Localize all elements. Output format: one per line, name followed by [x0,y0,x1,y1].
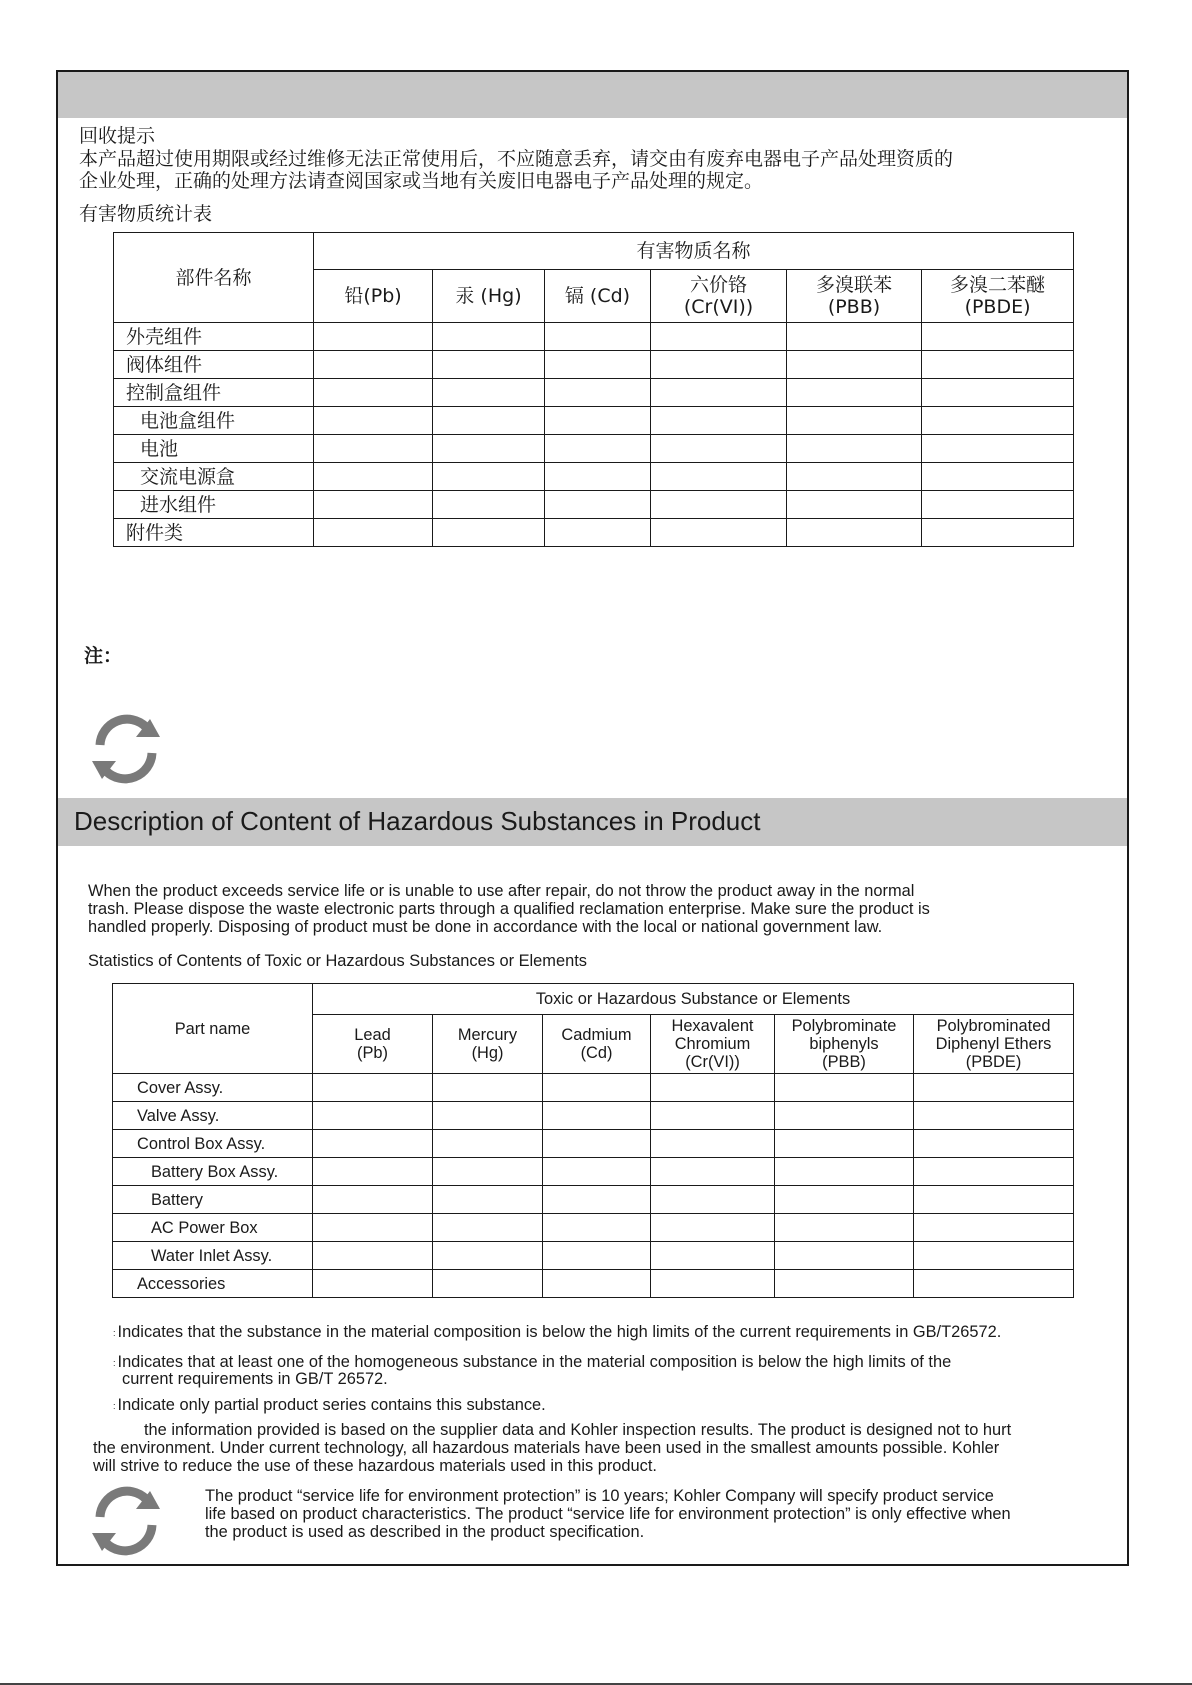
en-hazard-table [112,983,1074,1298]
substance-cell [651,1214,775,1242]
substance-cell [651,1102,775,1130]
table-row [113,1102,1074,1130]
substance-header [433,1015,543,1074]
substance-cell [651,1242,775,1270]
substance-cell [914,1186,1074,1214]
note-marker: : [113,1327,116,1338]
table-row [113,1242,1074,1270]
part-name-cell: 控制盒组件 [114,379,314,407]
substance-cell [545,519,651,547]
part-name-cell: Control Box Assy. [113,1130,313,1158]
substance-header [775,1015,914,1074]
service-life-line: life based on product characteristics. The product “service life for environment protection” is only effective when [205,1505,1011,1523]
substance-cell [314,323,433,351]
substance-cell [651,435,787,463]
substance-cell [433,379,545,407]
substance-cell [545,435,651,463]
substance-cell [314,435,433,463]
substance-cell [922,323,1074,351]
en-intro-line: handled properly. Disposing of product must be done in accordance with the local or national government law. [88,918,883,936]
substance-cell [545,491,651,519]
substance-cell [787,519,922,547]
table-row [114,351,1074,379]
substance-cell [314,519,433,547]
substance-cell [775,1242,914,1270]
substance-cell [651,1186,775,1214]
note-line [113,1323,1001,1342]
substance-cell [433,1102,543,1130]
substance-cell [775,1270,914,1298]
substance-cell [543,1214,651,1242]
substance-header [543,1015,651,1074]
substance-header-line: Cadmium [561,1026,632,1044]
substance-cell [914,1102,1074,1130]
substance-header-line: 镉 (Cd) [564,285,631,307]
cn-group-header: 有害物质名称 [314,233,1074,270]
table-row [114,491,1074,519]
substance-cell [651,1158,775,1186]
substance-header [651,270,787,323]
substance-cell [914,1130,1074,1158]
substance-header-line: (PBDE) [964,296,1031,318]
substance-header [433,270,545,323]
substance-header-line: 铅(Pb) [344,285,402,307]
substance-cell [313,1158,433,1186]
en-group-header: Toxic or Hazardous Substance or Elements [313,984,1074,1015]
substance-cell [314,491,433,519]
substance-header-line: Chromium [674,1035,751,1053]
substance-cell [433,463,545,491]
substance-cell [433,435,545,463]
substance-header [922,270,1074,323]
substance-cell [651,1270,775,1298]
en-intro-line: trash. Please dispose the waste electronic parts through a qualified reclamation enterprise. Make sure the product is [88,900,930,918]
substance-cell [543,1130,651,1158]
substance-header [314,270,433,323]
table-row [114,435,1074,463]
substance-header-line: biphenyls [809,1035,879,1053]
substance-cell [314,463,433,491]
substance-cell [433,491,545,519]
section-band [58,798,1127,846]
substance-cell [313,1102,433,1130]
note-marker: : [113,1400,116,1411]
substance-cell [651,407,787,435]
note-line [113,1353,951,1372]
substance-cell [433,519,545,547]
substance-cell [914,1270,1074,1298]
substance-cell [651,1074,775,1102]
cn-note-label: 注： [84,645,123,667]
substance-cell [543,1102,651,1130]
note-text: Indicates that at least one of the homogeneous substance in the material composition is below the high limits of the [117,1353,952,1371]
service-life-line: The product “service life for environment protection” is 10 years; Kohler Company will specify product service [205,1487,994,1505]
substance-cell [922,491,1074,519]
substance-cell [922,351,1074,379]
substance-cell [787,379,922,407]
part-name-cell: AC Power Box [113,1214,313,1242]
substance-header-line: 六价铬 [689,274,747,296]
substance-cell [545,407,651,435]
substance-cell [543,1158,651,1186]
info-paragraph-line: the environment. Under current technology, all hazardous materials have been used in the smallest amounts possible. Kohler [93,1439,1000,1457]
substance-cell [545,463,651,491]
part-name-cell: 阀体组件 [114,351,314,379]
table-row [114,323,1074,351]
substance-cell [651,351,787,379]
substance-header [651,1015,775,1074]
substance-cell [922,463,1074,491]
substance-cell [922,519,1074,547]
substance-header-line: Hexavalent [671,1017,754,1035]
en-intro-line: When the product exceeds service life or is unable to use after repair, do not throw the product away in the normal [88,882,915,900]
substance-cell [314,351,433,379]
substance-cell [787,351,922,379]
substance-header [545,270,651,323]
info-paragraph-line: will strive to reduce the use of these hazardous materials used in this product. [93,1457,657,1475]
part-name-cell: Water Inlet Assy. [113,1242,313,1270]
part-name-cell: Cover Assy. [113,1074,313,1102]
table-row [113,1270,1074,1298]
substance-cell [775,1158,914,1186]
substance-header-line: Diphenyl Ethers [935,1035,1052,1053]
part-name-cell: Battery Box Assy. [113,1158,313,1186]
header-band [58,72,1127,118]
substance-header [787,270,922,323]
table-row [113,1214,1074,1242]
substance-cell [922,435,1074,463]
substance-cell [914,1242,1074,1270]
substance-header-line: Mercury [457,1026,518,1044]
part-name-cell: Accessories [113,1270,313,1298]
substance-cell [433,1270,543,1298]
substance-cell [651,491,787,519]
substance-header-line: (PBB) [827,296,881,318]
substance-header-line: (Cr(VI)) [685,1053,740,1071]
substance-cell [651,519,787,547]
substance-header-line: (Cd) [580,1044,613,1062]
substance-cell [922,407,1074,435]
substance-cell [914,1214,1074,1242]
substance-cell [775,1074,914,1102]
substance-cell [787,491,922,519]
substance-cell [651,323,787,351]
note-text: Indicates that the substance in the material composition is below the high limits of the current requirements in GB/T26572. [117,1323,1002,1341]
substance-cell [433,323,545,351]
substance-cell [313,1214,433,1242]
table-row [114,463,1074,491]
substance-cell [313,1074,433,1102]
substance-header-line: (Pb) [357,1044,388,1062]
part-name-cell: 电池 [114,435,314,463]
substance-header-line: Lead [354,1026,391,1044]
substance-cell [545,323,651,351]
substance-cell [545,379,651,407]
substance-cell [914,1074,1074,1102]
part-name-cell: 外壳组件 [114,323,314,351]
en-part-header: Part name [113,984,313,1074]
info-paragraph-line: the information provided is based on the supplier data and Kohler inspection results. The product is designed not to hurt [144,1421,1012,1439]
substance-cell [314,379,433,407]
substance-cell [922,379,1074,407]
substance-cell [433,1214,543,1242]
substance-header-line: Polybrominated [936,1017,1051,1035]
note-line [113,1396,546,1415]
substance-cell [543,1186,651,1214]
table-row [114,379,1074,407]
part-name-cell: 电池盒组件 [114,407,314,435]
note-text: current requirements in GB/T 26572. [122,1370,388,1388]
en-table-title: Statistics of Contents of Toxic or Hazardous Substances or Elements [88,952,587,970]
substance-header-line: 多溴二苯醚 [950,274,1046,296]
table-row [114,407,1074,435]
substance-cell [775,1214,914,1242]
substance-cell [775,1130,914,1158]
cn-table-title: 有害物质统计表 [79,203,213,225]
cn-recycle-text-line: 企业处理，正确的处理方法请查阅国家或当地有关废旧电器电子产品处理的规定。 [79,170,764,192]
substance-cell [787,323,922,351]
substance-cell [314,407,433,435]
part-name-cell: 附件类 [114,519,314,547]
substance-cell [313,1242,433,1270]
substance-cell [433,1186,543,1214]
substance-cell [433,1158,543,1186]
part-name-cell: Battery [113,1186,313,1214]
substance-cell [775,1186,914,1214]
substance-cell [651,379,787,407]
table-row [114,519,1074,547]
substance-cell [543,1074,651,1102]
substance-cell [433,1074,543,1102]
section-title: Description of Content of Hazardous Substances in Product [74,806,761,836]
substance-cell [433,407,545,435]
substance-cell [543,1270,651,1298]
substance-cell [914,1158,1074,1186]
substance-cell [433,1130,543,1158]
table-row [113,1158,1074,1186]
cn-hazard-table [113,232,1074,547]
substance-header-line: 汞 (Hg) [455,285,522,307]
part-name-cell: Valve Assy. [113,1102,313,1130]
substance-header-line: (Cr(VI)) [683,296,754,318]
substance-cell [787,407,922,435]
substance-header [914,1015,1074,1074]
substance-cell [433,1242,543,1270]
substance-cell [543,1242,651,1270]
cn-recycle-title: 回收提示 [79,125,156,147]
recycle-icon [86,709,166,789]
substance-cell [313,1186,433,1214]
substance-cell [651,463,787,491]
part-name-cell: 进水组件 [114,491,314,519]
substance-header-line: (PBB) [822,1053,866,1071]
substance-cell [433,351,545,379]
substance-cell [787,463,922,491]
service-life-line: the product is used as described in the product specification. [205,1523,645,1541]
substance-cell [545,351,651,379]
substance-cell [787,435,922,463]
note-marker: : [113,1357,116,1368]
cn-recycle-text-line: 本产品超过使用期限或经过维修无法正常使用后，不应随意丢弃，请交由有废弃电器电子产品处理资质的 [79,148,954,170]
recycle-icon [86,1481,166,1561]
table-row [113,1130,1074,1158]
substance-cell [313,1270,433,1298]
substance-header-line: 多溴联苯 [815,274,892,296]
substance-header-line: Polybrominate [791,1017,897,1035]
substance-cell [313,1130,433,1158]
table-row [113,1074,1074,1102]
substance-header [313,1015,433,1074]
cn-part-header: 部件名称 [114,233,314,323]
part-name-cell: 交流电源盒 [114,463,314,491]
note-text: Indicate only partial product series contains this substance. [117,1396,546,1414]
table-row [113,1186,1074,1214]
substance-cell [775,1102,914,1130]
substance-header-line: (Hg) [471,1044,504,1062]
substance-cell [651,1130,775,1158]
substance-header-line: (PBDE) [965,1053,1022,1071]
